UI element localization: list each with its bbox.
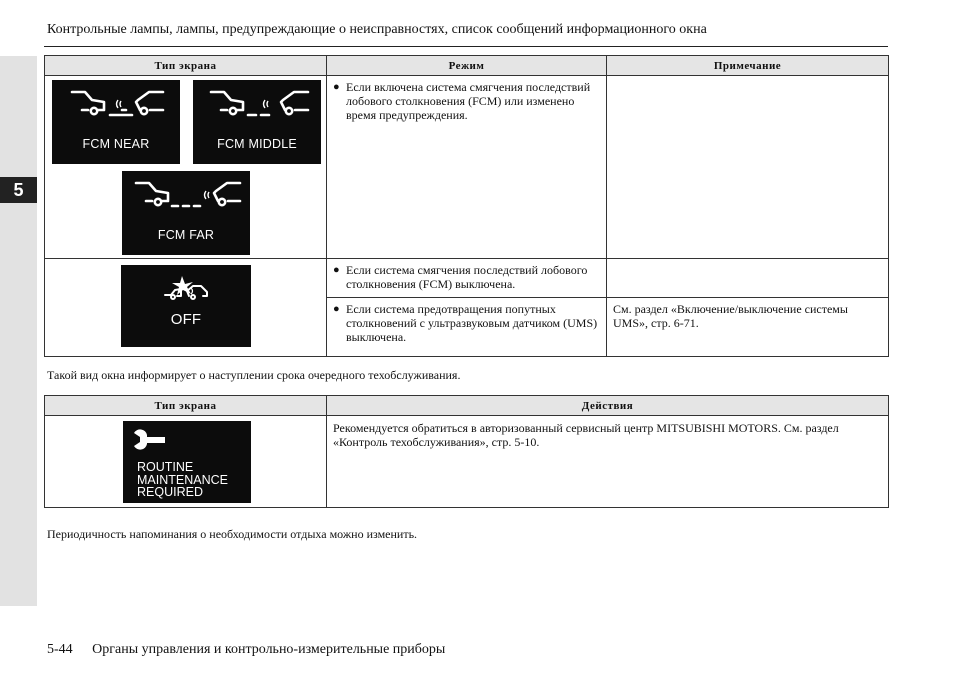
car-distance-icon (193, 80, 321, 164)
table-row (45, 76, 889, 259)
car-distance-icon (52, 80, 180, 164)
maintenance-intro-text: Такой вид окна информирует о наступлении срока очередного техобслуживания. (47, 368, 461, 382)
chapter-side-tab (0, 56, 37, 606)
maintenance-line-2: MAINTENANCE (137, 472, 228, 487)
wrench-icon (123, 421, 251, 461)
fcm-note-cell (607, 76, 889, 259)
ums-off-mode-cell (327, 298, 607, 357)
fcm-off-note-cell (607, 259, 889, 298)
fcm-mode-text: Если включена система смягчения последствий лобового столкновения (FCM) или изменено время предупреждения. (346, 80, 591, 122)
fcm-near-label: FCM NEAR (82, 137, 150, 151)
rest-reminder-text: Периодичность напоминания о необходимости отдыха можно изменить. (47, 527, 418, 541)
ums-off-mode-text: Если система предотвращения попутных столкновений с ультразвуковым датчиком (UMS) выключена. (346, 302, 598, 344)
fcm-off-mode-text: Если система смягчения последствий лобового столкновения (FCM) выключена. (346, 263, 588, 291)
column-header-mode: Режим (327, 56, 607, 76)
maintenance-table (44, 395, 889, 508)
maintenance-action-cell: Рекомендуется обратиться в авторизованный сервисный центр MITSUBISHI MOTORS. См. раздел «Контроль техобслуживания», стр. 5-10. (327, 416, 889, 508)
car-distance-icon (122, 171, 250, 255)
bullet-icon: ● (333, 264, 340, 276)
off-label: OFF (170, 311, 202, 328)
column-header-screen-type: Тип экрана (45, 56, 327, 76)
bullet-icon: ● (333, 81, 340, 93)
maintenance-screen-cell (45, 416, 327, 508)
fcm-far-screen (122, 171, 250, 255)
fcm-messages-table (44, 55, 889, 357)
column-header-screen-type: Тип экрана (45, 396, 327, 416)
column-header-actions: Действия (327, 396, 889, 416)
table-row (45, 416, 889, 508)
fcm-off-screen (121, 265, 251, 347)
fcm-middle-label: FCM MIDDLE (217, 137, 297, 151)
column-header-note: Примечание (607, 56, 889, 76)
section-title: Органы управления и контрольно-измерительные приборы (92, 642, 446, 657)
page-header-title: Контрольные лампы, лампы, предупреждающие о неисправностях, список сообщений информационного окна (47, 22, 707, 37)
fcm-off-mode-cell (327, 259, 607, 298)
header-divider (44, 46, 888, 47)
ums-off-note-cell: См. раздел «Включение/выключение системы UMS», стр. 6-71. (607, 298, 889, 357)
maintenance-line-1: ROUTINE (137, 460, 194, 474)
routine-maintenance-screen (123, 421, 251, 503)
fcm-near-screen (52, 80, 180, 164)
fcm-middle-screen (193, 80, 321, 164)
fcm-mode-cell (327, 76, 607, 259)
bullet-icon: ● (333, 303, 340, 315)
page-footer (47, 642, 445, 658)
page-number: 5-44 (47, 642, 73, 657)
maintenance-label (137, 461, 228, 499)
maintenance-line-3: REQUIRED (137, 485, 203, 499)
chapter-number: 5 (0, 177, 37, 203)
table-row (45, 259, 889, 298)
fcm-screens-cell (45, 76, 327, 259)
off-screen-cell (45, 259, 327, 357)
fcm-far-label: FCM FAR (157, 228, 215, 242)
collision-off-icon (121, 265, 251, 347)
